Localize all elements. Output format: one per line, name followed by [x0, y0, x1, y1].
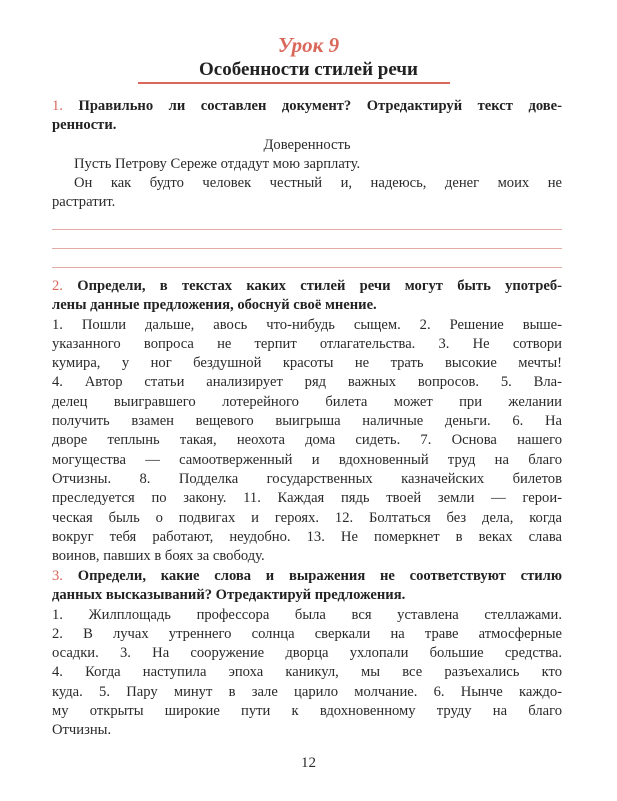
task-3 [52, 567, 562, 741]
text-line: получить взамен вещевого выигрыша наличные деньги. 6. На [52, 413, 562, 430]
task-3-prompt-line: данных высказываний? Отредактируй предложения. [52, 587, 406, 604]
task-number: 3. [52, 568, 63, 584]
text-line: Отчизны. 8. Подделка государственных казначейских билетов [52, 470, 562, 487]
text-line: 4. Автор статьи анализирует ряд важных вопросов. 5. Вла- [52, 374, 562, 391]
answer-line[interactable] [52, 267, 562, 268]
document-line: Пусть Петрову Сереже отдадут мою зарплату. [74, 155, 361, 172]
text-line: Отчизны. [52, 722, 112, 739]
text-line: дворе теплынь такая, неохота дома сидеть. 7. Основа нашего [52, 432, 562, 449]
task-2-prompt-line: лены данные предложения, обоснуй своё мнение. [52, 297, 377, 314]
task-3-prompt-line: 3. Определи, какие слова и выражения не соответствуют стилю [52, 568, 562, 584]
text-line: 2. В лучах утреннего солнца сверкали на траве атмосферные [52, 625, 562, 642]
document-line: растратит. [52, 194, 116, 211]
text-line: куда. 5. Пару минут в зале царило молчание. 6. Нынче каждо- [52, 683, 562, 700]
text-line: 4. Когда наступила эпоха каникул, мы все разъехались кто [52, 664, 562, 681]
task-2-prompt-line: 2. Определи, в текстах каких стилей речи могут быть употреб- [52, 278, 562, 294]
task-1 [52, 97, 562, 213]
text-line: воинов, павших в боях за свободу. [52, 548, 265, 565]
task-2 [52, 277, 562, 566]
text-line: осадки. 3. На сооружение дворца ухлопали большие средства. [52, 645, 562, 662]
text-line: 1. Жилплощадь профессора была вся уставлена стеллажами. [52, 606, 562, 623]
text-line: му открыты широкие пути к вдохновенному труду на благо [52, 703, 562, 720]
answer-line[interactable] [52, 229, 562, 230]
document-title: Доверенность [263, 136, 351, 153]
lesson-title: Урок 9 [277, 33, 340, 57]
text-line: делец выигравшего лотерейного билета может при желании [52, 393, 562, 410]
document-line: Он как будто человек честный и, надеюсь, денег моих не [74, 175, 562, 192]
text-line: ческая быль о подвигах и героях. 12. Болтаться без дела, когда [52, 509, 562, 526]
task-number: 1. [52, 98, 63, 114]
task-number: 2. [52, 278, 63, 294]
answer-line[interactable] [52, 248, 562, 249]
text-line: 1. Пошли дальше, авось что-нибудь сыщем. 2. Решение выше- [52, 316, 562, 333]
text-line: могущества — самоотверженный и вдохновенный труд на благо [52, 451, 562, 468]
task-1-prompt-line: ренности. [52, 117, 117, 134]
text-line: преследуется по закону. 11. Каждая пядь твоей земли — герои- [52, 490, 562, 507]
page-number: 12 [301, 755, 316, 771]
title-underline [138, 82, 450, 84]
task-1-prompt-line: 1. Правильно ли составлен документ? Отредактируй текст дове- [52, 98, 562, 114]
text-line: указанного вопроса не терпит отлагательства. 3. Не сотвори [52, 335, 562, 352]
lesson-subtitle: Особенности стилей речи [199, 59, 418, 80]
text-line: вокруг тебя работают, неудобно. 13. Не померкнет в веках слава [52, 528, 562, 545]
text-line: кумира, у ног бездушной красоты не трать высокие мечты! [52, 355, 562, 372]
